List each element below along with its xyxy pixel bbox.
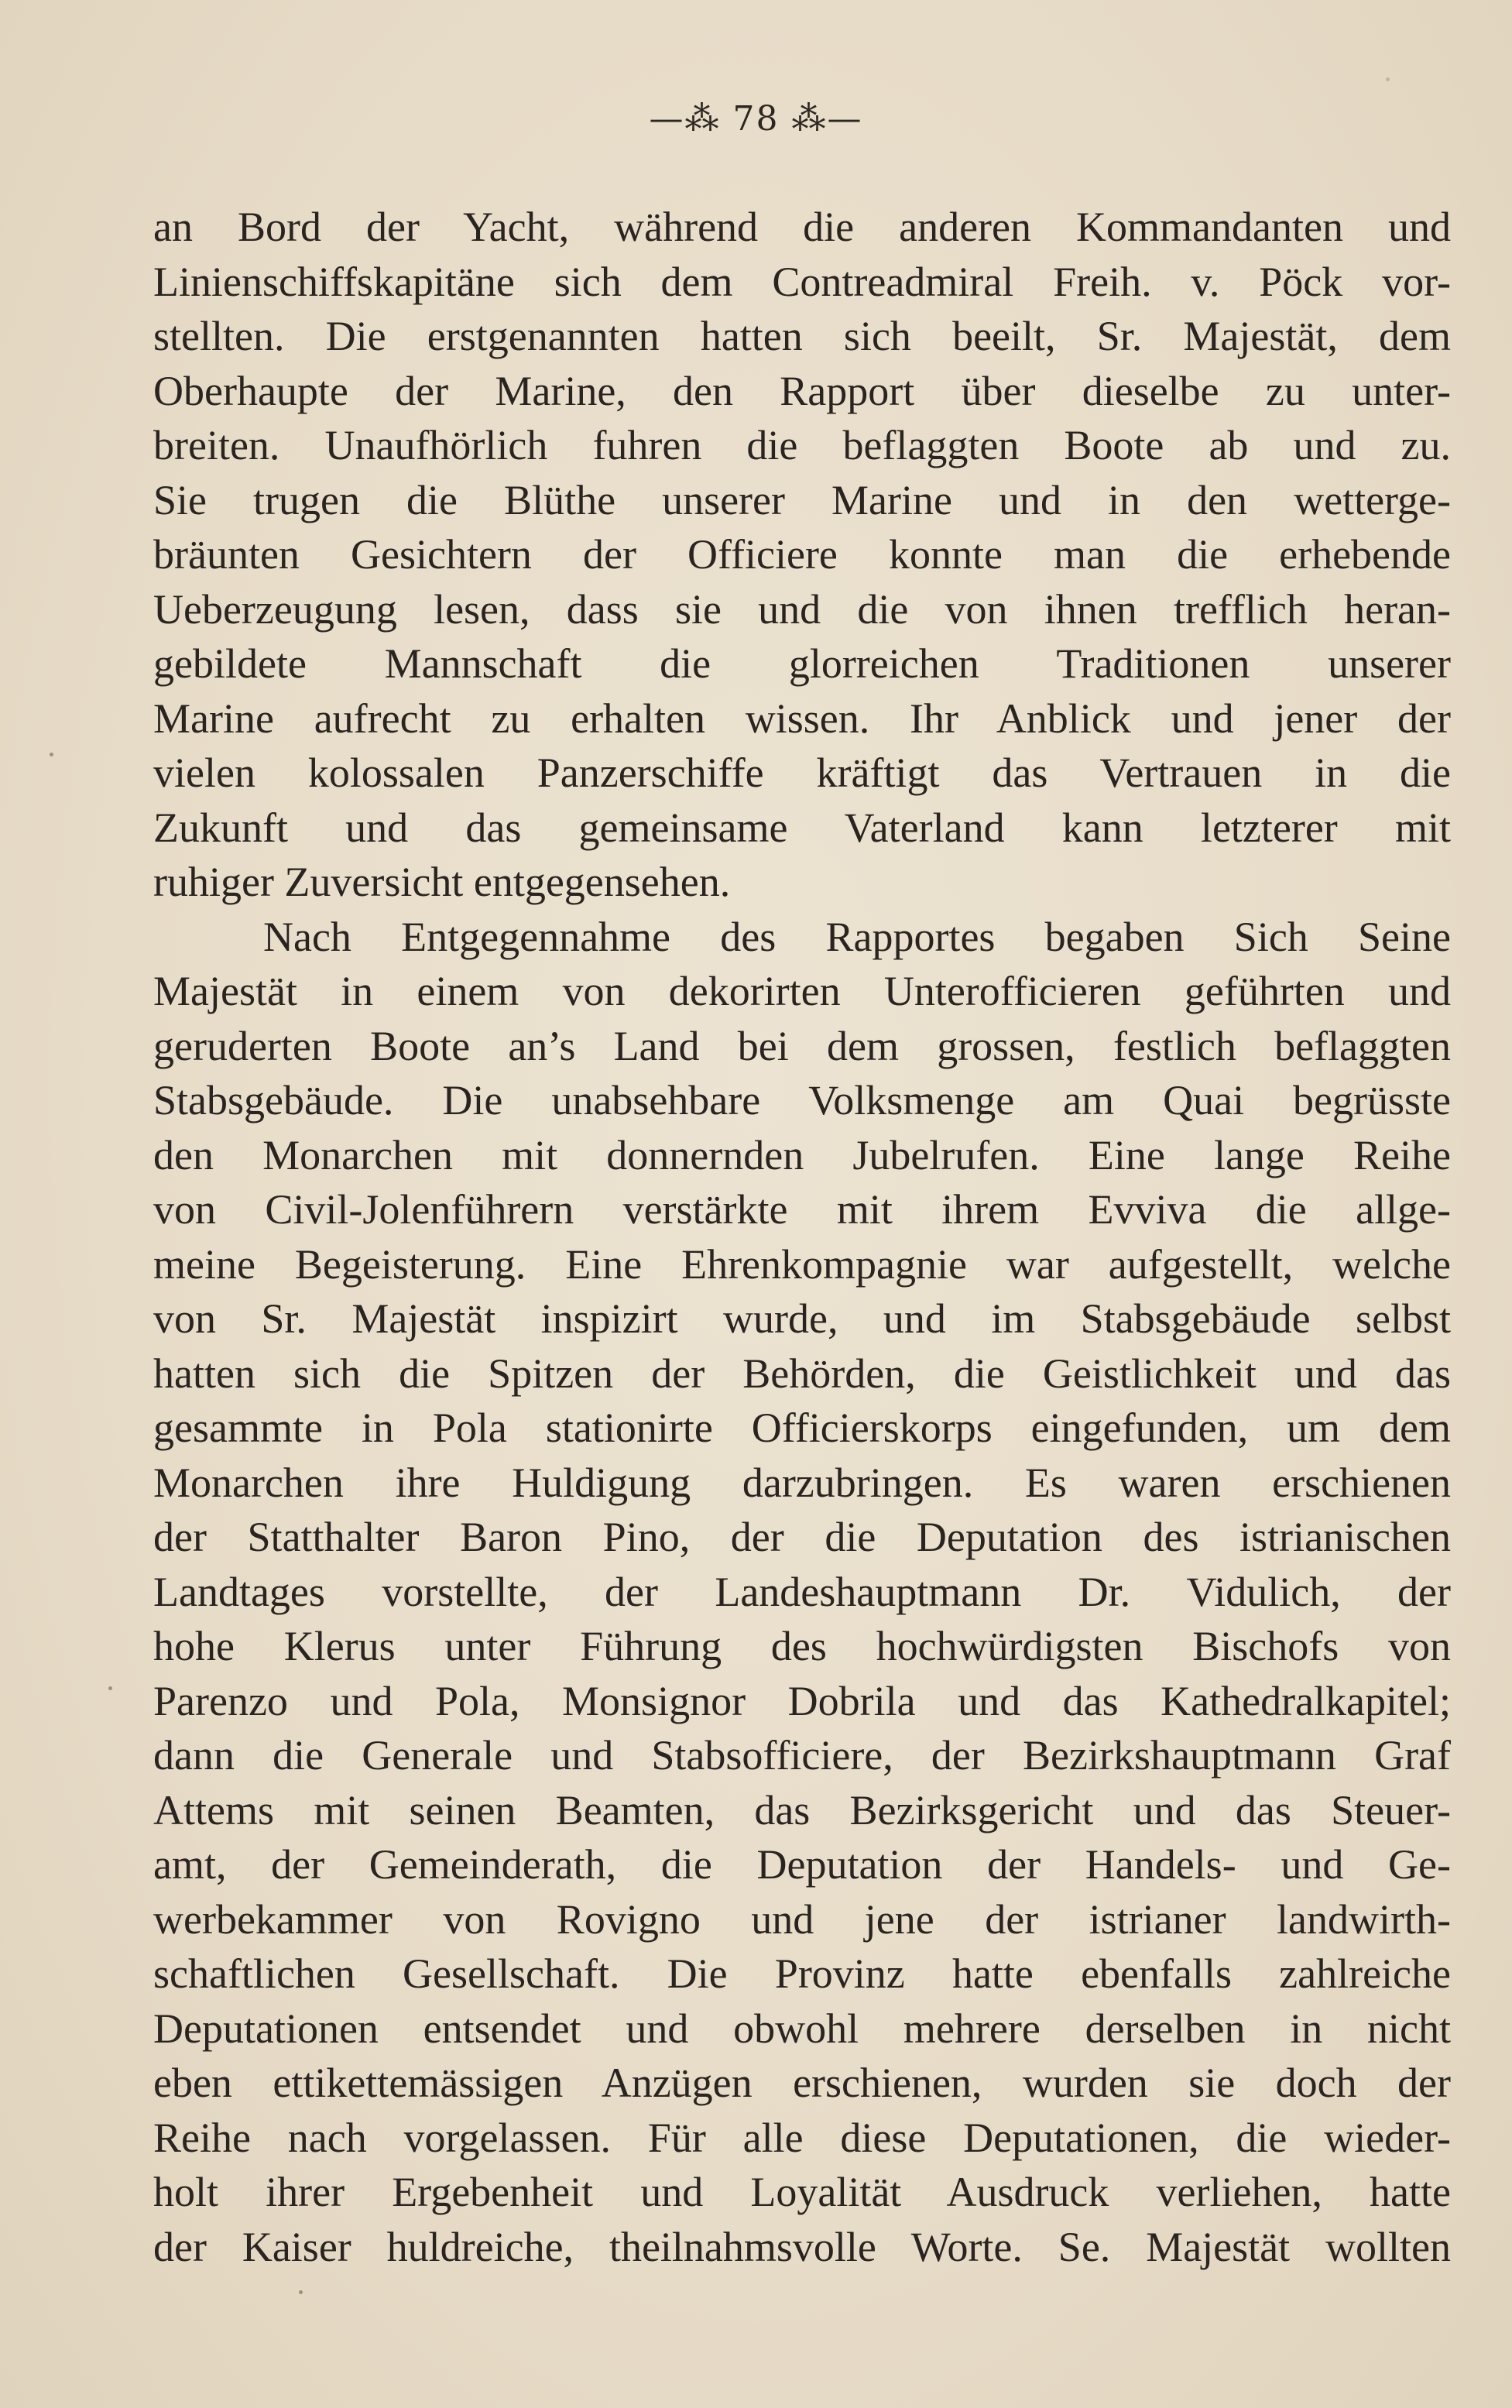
text-line: vielen kolossalen Panzerschiffe kräftigt das Vertrauen in die [153, 749, 1451, 796]
paragraph-start-line: Nach Entgegennahme des Rapportes begaben Sich Seine [263, 913, 1451, 960]
paper-speck [299, 2290, 303, 2294]
text-line: den Monarchen mit donnernden Jubelrufen. Eine lange Reihe [153, 1131, 1451, 1178]
text-line: dann die Generale und Stabsofficiere, der Bezirkshauptmann Graf [153, 1732, 1451, 1779]
text-line: bräunten Gesichtern der Officiere konnte man die erhebende [153, 531, 1451, 578]
text-line: stellten. Die erstgenannten hatten sich beeilt, Sr. Majestät, dem [153, 313, 1451, 359]
text-line: holt ihrer Ergebenheit und Loyalität Ausdruck verliehen, hatte [153, 2169, 1451, 2215]
paper-speck [50, 753, 53, 756]
text-line: meine Begeisterung. Eine Ehrenkompagnie war aufgestellt, welche [153, 1240, 1451, 1288]
text-line: Oberhaupte der Marine, den Rapport über dieselbe zu unter- [153, 367, 1451, 414]
text-line: von Sr. Majestät inspizirt wurde, und im Stabsgebäude selbst [153, 1295, 1451, 1342]
text-line: gebildete Mannschaft die glorreichen Traditionen unserer [153, 640, 1451, 687]
text-line: hohe Klerus unter Führung des hochwürdigsten Bischofs von [153, 1623, 1451, 1669]
text-line: geruderten Boote an’s Land bei dem grossen, festlich beflaggten [153, 1022, 1451, 1069]
text-line: von Civil-Jolenführern verstärkte mit ihrem Evviva die allge- [153, 1186, 1451, 1233]
text-line: eben ettikettemässigen Anzügen erschienen, wurden sie doch der [153, 2060, 1451, 2106]
text-line: der Kaiser huldreiche, theilnahmsvolle Worte. Se. Majestät wollten [153, 2223, 1451, 2270]
text-line: breiten. Unaufhörlich fuhren die beflaggten Boote ab und zu. [153, 422, 1451, 468]
text-line: Landtages vorstellte, der Landeshauptmann Dr. Vidulich, der [153, 1568, 1451, 1615]
paper-speck [1386, 77, 1390, 81]
text-line: Parenzo und Pola, Monsignor Dobrila und das Kathedralkapitel; [153, 1677, 1451, 1724]
text-line: Attems mit seinen Beamten, das Bezirksgericht und das Steuer- [153, 1786, 1451, 1833]
page-number-header: —⁂ 78 ⁂— [649, 99, 863, 139]
text-line: Deputationen entsendet und obwohl mehrere derselben in nicht [153, 2005, 1451, 2052]
text-line: amt, der Gemeinderath, die Deputation der Handels- und Ge- [153, 1841, 1451, 1888]
text-line: Ueberzeugung lesen, dass sie und die von ihnen trefflich heran- [153, 585, 1451, 633]
text-line: schaftlichen Gesellschaft. Die Provinz hatte ebenfalls zahlreiche [153, 1950, 1451, 1997]
text-line: der Statthalter Baron Pino, der die Deputation des istrianischen [153, 1514, 1451, 1560]
paper-speck [108, 1686, 112, 1690]
text-line: werbekammer von Rovigno und jene der istrianer landwirth- [153, 1895, 1451, 1943]
text-line: Stabsgebäude. Die unabsehbare Volksmenge am Quai begrüsste [153, 1077, 1451, 1123]
text-line: Reihe nach vorgelassen. Für alle diese Deputationen, die wieder- [153, 2114, 1451, 2161]
body-text [153, 200, 1451, 2274]
text-line: gesammte in Pola stationirte Officierskorps eingefunden, um dem [153, 1405, 1451, 1451]
text-line: Linienschiffskapitäne sich dem Contreadmiral Freih. v. Pöck vor- [153, 258, 1451, 305]
text-line: ruhiger Zuversicht entgegensehen. [153, 859, 731, 905]
text-line: Marine aufrecht zu erhalten wissen. Ihr Anblick und jener der [153, 695, 1451, 742]
text-line: Monarchen ihre Huldigung darzubringen. Es waren erschienen [153, 1459, 1451, 1506]
text-line: hatten sich die Spitzen der Behörden, die Geistlichkeit und das [153, 1350, 1451, 1397]
text-line: an Bord der Yacht, während die anderen Kommandanten und [153, 204, 1451, 250]
text-line: Zukunft und das gemeinsame Vaterland kann letzterer mit [153, 804, 1451, 851]
text-line: Majestät in einem von dekorirten Unterofficieren geführten und [153, 968, 1451, 1014]
text-line: Sie trugen die Blüthe unserer Marine und in den wetterge- [153, 476, 1451, 523]
